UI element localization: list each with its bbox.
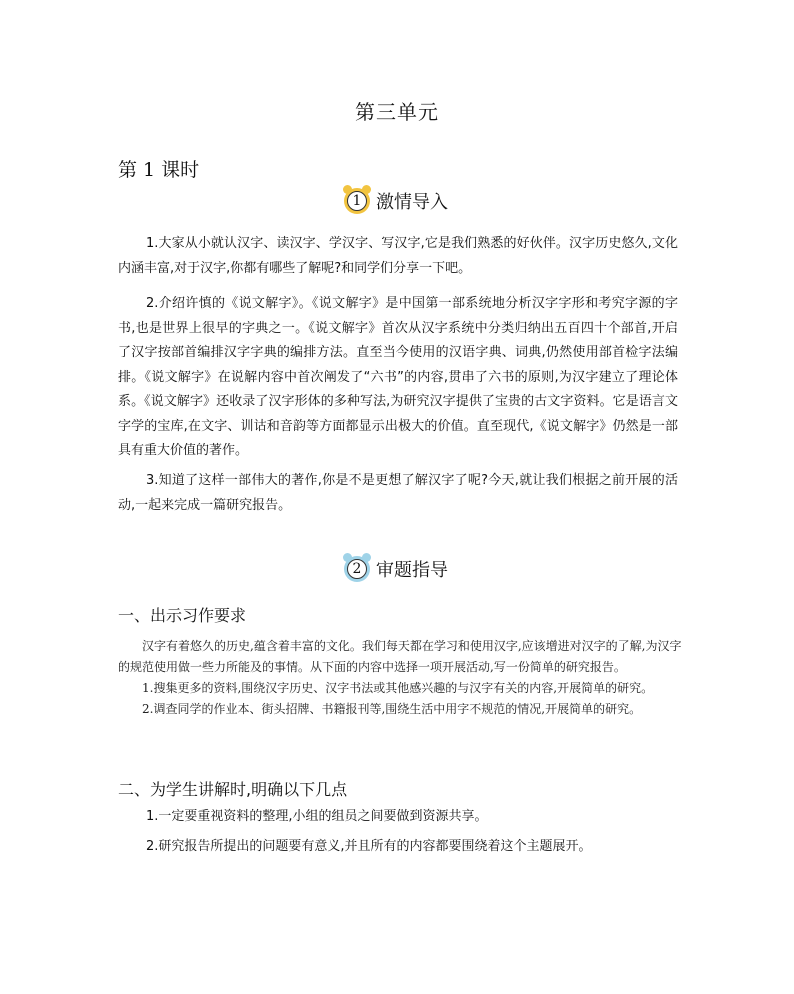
section-label: 审题指导: [376, 560, 448, 581]
requirements-box: [118, 636, 686, 720]
section-heading-intro: [344, 188, 448, 214]
lesson-title: 第 1 课时: [118, 159, 200, 181]
point-item-1: 1.一定要重视资料的整理,小组的组员之间要做到资源共享。: [146, 809, 488, 824]
requirement-item-2: 2.调查同学的作业本、街头招牌、书籍报刊等,围绕生活中用字不规范的情况,开展简单的研究。: [142, 702, 642, 716]
requirement-item-1: 1.搜集更多的资料,围绕汉字历史、汉字书法或其他感兴趣的与汉字有关的内容,开展简单的研究。: [142, 681, 654, 695]
requirements-intro: 汉字有着悠久的历史,蕴含着丰富的文化。我们每天都在学习和使用汉字,应该增进对汉字的了解,为汉字的规范使用做一些力所能及的事情。从下面的内容中选择一项开展活动,写一份简单的研究报告。: [118, 639, 682, 674]
intro-paragraph-2: 2.介绍许慎的《说文解字》。《说文解字》是中国第一部系统地分析汉字字形和考究字源的字书,也是世界上很早的字典之一。《说文解字》首次从汉字系统中分类归纳出五百四十个部首,开启了汉字按部首编排汉字字典的编排方法。直至当今使用的汉语字典、词典,仍然使用部首检字法编排。《说文解字》在说解内容中首次阐发了“六书”的内容,贯串了六书的原则,为汉字建立了理论体系。《说文解字》还收录了汉字形体的多种写法,为研究汉字提供了宝贵的古文字资料。它是语言文字学的宝库,在文字、训诂和音韵等方面都显示出极大的价值。直至现代,《说文解字》仍然是一部具有重大价值的著作。: [118, 296, 678, 458]
section-heading-guide: [344, 556, 448, 582]
number-badge-icon: 1: [344, 188, 370, 214]
point-item-2: 2.研究报告所提出的问题要有意义,并且所有的内容都要围绕着这个主题展开。: [146, 839, 592, 854]
intro-paragraph-3: 3.知道了这样一部伟大的著作,你是不是更想了解汉字了呢?今天,就让我们根据之前开展的活动,一起来完成一篇研究报告。: [118, 473, 678, 513]
page-title: 第三单元: [355, 100, 439, 124]
subheading-requirements: 一、出示习作要求: [118, 606, 247, 625]
section-label: 激情导入: [376, 192, 448, 213]
subheading-points: 二、为学生讲解时,明确以下几点: [118, 780, 348, 799]
intro-paragraph-1: 1.大家从小就认汉字、读汉字、学汉字、写汉字,它是我们熟悉的好伙伴。汉字历史悠久,文化内涵丰富,对于汉字,你都有哪些了解呢?和同学们分享一下吧。: [118, 236, 678, 276]
number-badge-icon: 2: [344, 556, 370, 582]
